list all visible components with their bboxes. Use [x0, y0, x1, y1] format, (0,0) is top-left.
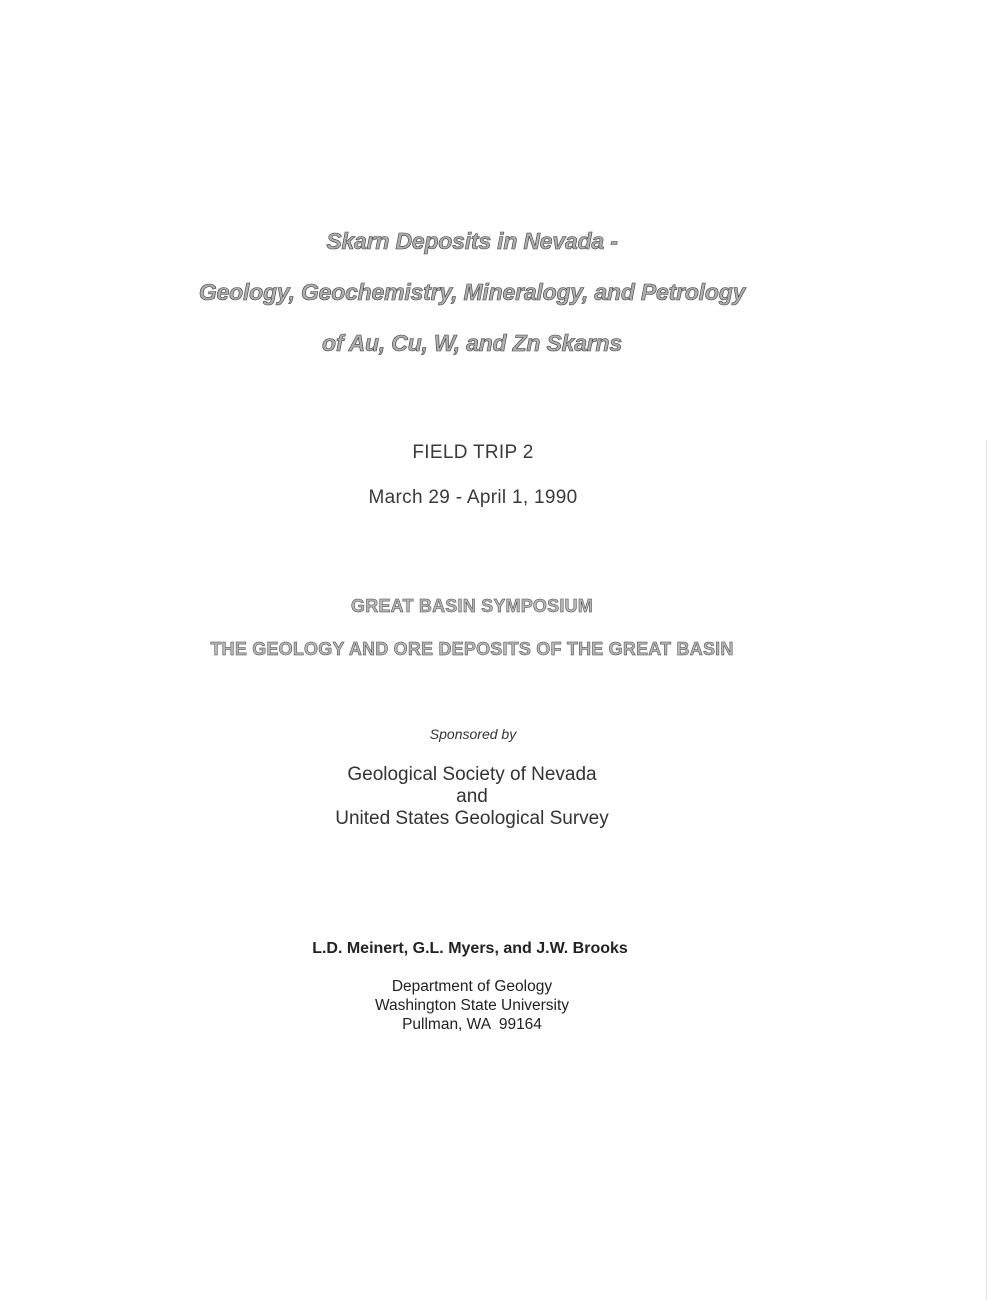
title-line-2: Geology, Geochemistry, Mineralogy, and Petrology: [198, 279, 746, 305]
symposium-subtitle: THE GEOLOGY AND ORE DEPOSITS OF THE GREAT BASIN: [210, 639, 734, 659]
sponsor-geological-society: Geological Society of Nevada: [347, 764, 597, 785]
affiliation-university: Washington State University: [374, 997, 570, 1014]
title-line-1: Skarn Deposits in Nevada -: [326, 228, 618, 254]
field-trip-label: FIELD TRIP 2: [412, 442, 534, 463]
authors: L.D. Meinert, G.L. Myers, and J.W. Brooks: [312, 940, 628, 957]
field-trip-dates: March 29 - April 1, 1990: [368, 487, 578, 508]
affiliation-address: Pullman, WA 99164: [402, 1016, 542, 1033]
sponsored-by-label: Sponsored by: [429, 726, 517, 742]
scan-edge-line: [986, 440, 987, 1300]
title-line-3: of Au, Cu, W, and Zn Skarns: [322, 330, 622, 356]
symposium-name: GREAT BASIN SYMPOSIUM: [351, 596, 593, 616]
affiliation-department: Department of Geology: [391, 978, 553, 995]
sponsor-usgs: United States Geological Survey: [335, 808, 609, 829]
sponsor-conjunction: and: [456, 786, 488, 807]
